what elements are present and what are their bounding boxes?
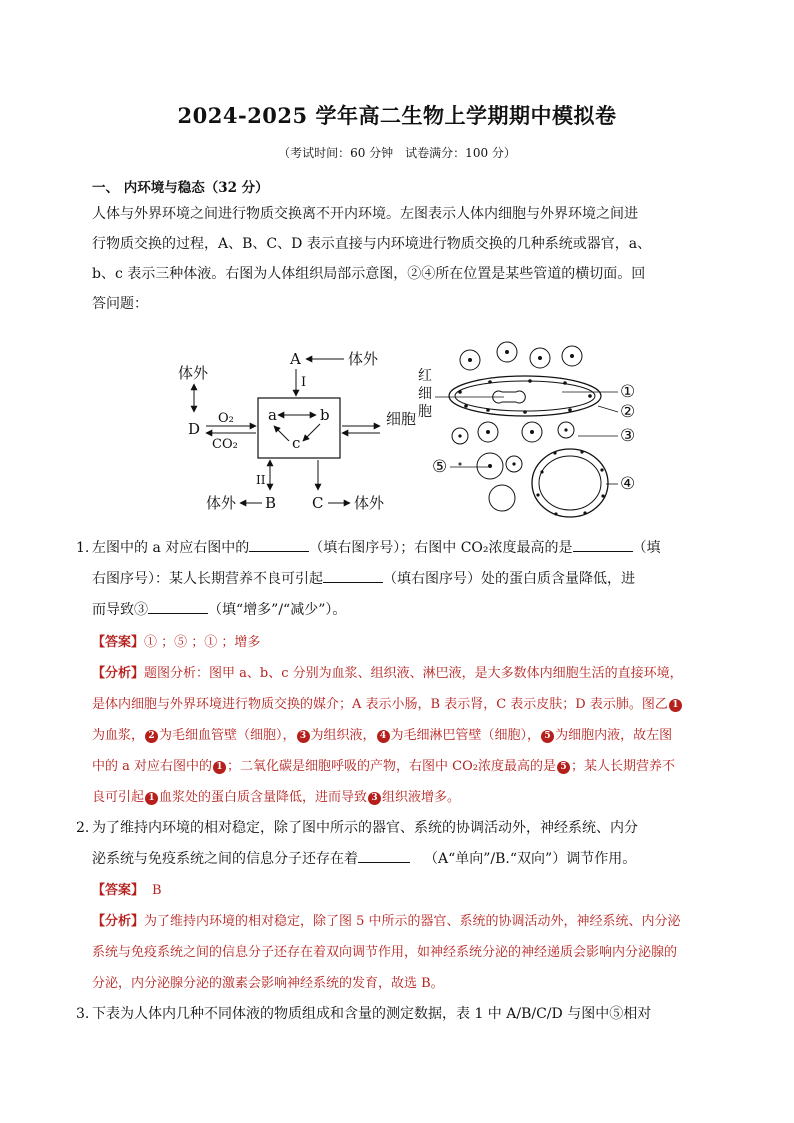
circled-number: 1 (213, 761, 226, 774)
q1-blank-4[interactable] (148, 599, 208, 614)
analysis-text: 良可引起 (92, 790, 145, 805)
question-1 (76, 533, 736, 626)
intro-line: 行物质交换的过程，A、B、C、D 表示直接与内环境进行物质交换的几种系统或器官，a、 (92, 236, 652, 252)
q2-blank[interactable] (358, 848, 410, 863)
q1-analysis-line (92, 720, 732, 751)
arrow-b-c (303, 424, 320, 441)
q1-analysis-line (92, 751, 732, 782)
label-outside-bottom-left: 体外 (206, 494, 237, 512)
arrow-c-a (274, 426, 289, 441)
q1-text: （填 (632, 540, 661, 556)
analysis-text: 为组织液， (310, 728, 376, 743)
label-4: ④ (620, 474, 636, 494)
label-3: ③ (620, 426, 636, 446)
label-B: B (265, 494, 277, 512)
q1-text: （填右图序号）；右图中 CO₂浓度最高的是 (309, 540, 573, 556)
intro-line: b、c 表示三种体液。右图为人体组织局部示意图，②④所在位置是某些管道的横切面。回 (92, 266, 646, 282)
answer-text: ① ；⑤ ；① ；增多 (144, 635, 261, 650)
circled-number: 2 (145, 730, 158, 743)
section-heading: 一、 内环境与稳态（32 分） (92, 180, 269, 196)
circled-number: 1 (145, 792, 158, 805)
label-outside-left: 体外 (178, 364, 209, 382)
circled-number: 5 (557, 761, 570, 774)
circled-number: 1 (669, 699, 682, 712)
q1-line-1 (76, 533, 736, 564)
analysis-text: 为血浆， (92, 728, 145, 743)
analysis-text: 题图分析：图甲 a、b、c 分别为血浆、组织液、淋巴液，是大多数体内细胞生活的直接环境， (144, 666, 683, 681)
label-1: ① (620, 382, 636, 402)
q1-answer (92, 627, 732, 658)
analysis-text: 分泌，内分泌腺分泌的激素会影响神经系统的发育，故选 B。 (92, 976, 444, 991)
intro-line: 答问题： (92, 296, 148, 312)
label-C: C (312, 494, 324, 512)
q2-number: 2. (76, 820, 90, 836)
q1-text: 右图序号）：某人长期营养不良可引起 (92, 571, 323, 587)
q1-analysis-line (92, 689, 732, 720)
answer-text: B (152, 883, 162, 898)
label-A: A (290, 350, 301, 368)
label-o2: O₂ (218, 411, 234, 426)
q2-answer-block (92, 875, 732, 999)
label-rbc-2: 细 (418, 386, 432, 402)
q3-number: 3. (76, 1006, 90, 1022)
analysis-text: 系统与免疫系统之间的信息分子还存在着双向调节作用，如神经系统分泌的神经递质会影响内分泌腺的 (92, 945, 678, 960)
q1-analysis-line (92, 658, 732, 689)
circled-number: 3 (297, 730, 310, 743)
label-I: I (301, 375, 307, 390)
q1-analysis-line (92, 782, 732, 813)
q1-blank-2[interactable] (573, 537, 633, 552)
label-5: ⑤ (432, 457, 448, 477)
analysis-text: 为毛细血管壁（细胞）， (159, 728, 296, 743)
analysis-text: 血浆处的蛋白质含量降低，进而导致 (159, 790, 368, 805)
q1-blank-3[interactable] (323, 568, 383, 583)
q2-analysis-line (92, 906, 732, 937)
q1-text: （填右图序号）处的蛋白质含量降低，进 (383, 571, 635, 587)
intro-line: 人体与外界环境之间进行物质交换离不开内环境。左图表示人体内细胞与外界环境之间进 (92, 206, 638, 222)
label-2: ② (620, 402, 636, 422)
analysis-text: 为细胞内液，故左图 (555, 728, 673, 743)
q1-blank-1[interactable] (249, 537, 309, 552)
q2-line-2 (76, 844, 736, 875)
q1-answer-block (92, 627, 732, 813)
right-diagram (418, 342, 635, 517)
analysis-text: 为了维持内环境的相对稳定，除了图 5 中所示的器官、系统的协调活动外，神经系统、内分泌 (144, 914, 681, 929)
intro-paragraph (92, 199, 732, 319)
left-diagram (178, 350, 416, 512)
analysis-text: ；某人长期营养不 (570, 759, 675, 774)
label-outside-top: 体外 (348, 350, 379, 368)
q1-line-2 (76, 564, 736, 595)
q2-analysis-line (92, 937, 732, 968)
label-rbc-3: 胞 (418, 404, 432, 420)
lymph-vessel-outer (532, 449, 608, 517)
analysis-text: 组织液增多。 (382, 790, 461, 805)
analysis-text: 是体内细胞与外界环境进行物质交换的媒介；A 表示小肠，B 表示肾，C 表示皮肤；D 表示肺。图乙 (92, 697, 668, 712)
page-title: 2024-2025 学年高二生物上学期期中模拟卷 (177, 103, 617, 128)
analysis-tag: 【分析】 (92, 666, 145, 681)
q1-number: 1. (76, 540, 90, 556)
q2-answer (92, 875, 732, 906)
q2-text: 泌系统与免疫系统之间的信息分子还存在着 (92, 851, 358, 867)
label-a: a (268, 406, 277, 424)
q1-line-3 (76, 595, 736, 626)
q3-text: 下表为人体内几种不同体液的物质组成和含量的测定数据，表 1 中 A/B/C/D 与图中⑤相对 (92, 1006, 652, 1022)
circled-number: 4 (377, 730, 390, 743)
analysis-tag: 【分析】 (92, 914, 145, 929)
exchange-diagram (170, 340, 670, 520)
question-2 (76, 813, 736, 875)
exam-info: （考试时间：60 分钟 试卷满分：100 分） (278, 146, 516, 160)
q3-line-1 (76, 999, 736, 1030)
analysis-text: 为毛细淋巴管壁（细胞）， (390, 728, 541, 743)
question-3 (76, 999, 736, 1030)
label-cell: 细胞 (386, 410, 417, 428)
analysis-text: 中的 a 对应右图中的 (92, 759, 213, 774)
answer-tag: 【答案】 (92, 883, 145, 898)
q2-analysis-line (92, 968, 732, 999)
label-co2: CO₂ (212, 437, 238, 452)
label-c: c (292, 434, 301, 452)
q1-text: 左图中的 a 对应右图中的 (92, 540, 250, 556)
analysis-text: ；二氧化碳是细胞呼吸的产物，右图中 CO₂浓度最高的是 (227, 759, 556, 774)
q2-text: （A“单向”/B.“双向”）调节作用。 (424, 851, 637, 867)
circled-number: 5 (541, 730, 554, 743)
label-D: D (188, 420, 201, 438)
label-b: b (320, 406, 330, 424)
circled-number: 3 (368, 792, 381, 805)
q1-text: （填“增多”/“减少”）。 (208, 602, 347, 618)
q2-text: 为了维持内环境的相对稳定，除了图中所示的器官、系统的协调活动外，神经系统、内分 (92, 820, 638, 836)
answer-tag: 【答案】 (92, 635, 145, 650)
lymph-vessel-inner (539, 456, 601, 510)
q2-line-1 (76, 813, 736, 844)
label-rbc-1: 红 (418, 368, 432, 384)
label-outside-bottom-right: 体外 (354, 494, 385, 512)
q1-text: 而导致③ (92, 602, 148, 618)
label-II: II (256, 473, 266, 487)
